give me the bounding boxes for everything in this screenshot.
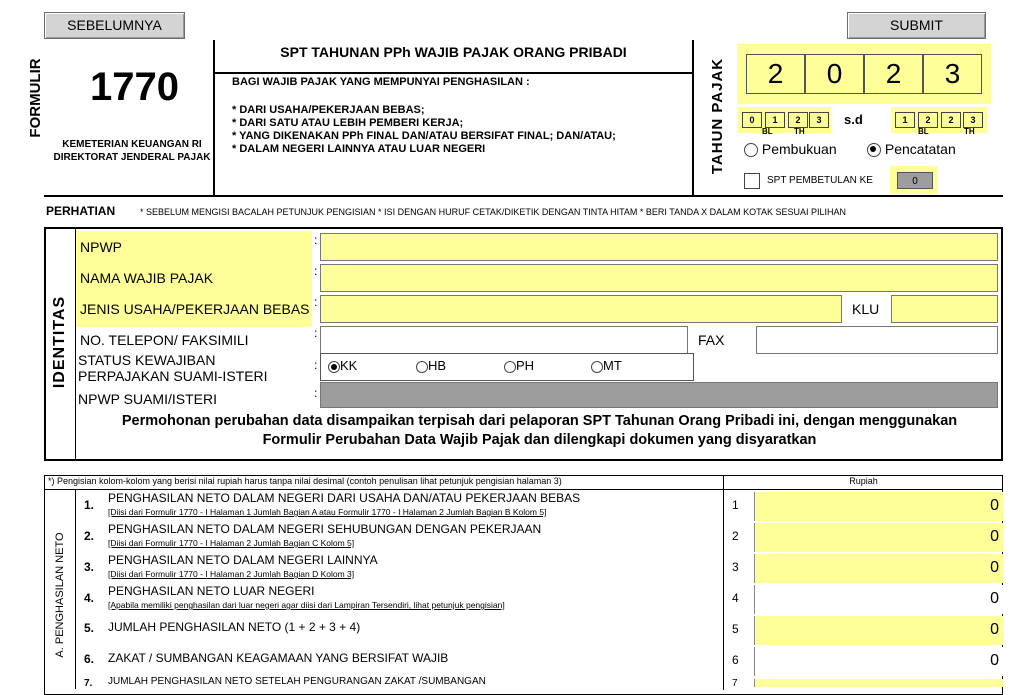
ministry-label: KEMETERIAN KEUANGAN RI DIREKTORAT JENDERAL PAJAK [53, 139, 211, 163]
amount-field[interactable]: 0 [754, 616, 1003, 645]
jenis-usaha-colon: : [314, 295, 318, 309]
penghasilan-row-1 [76, 490, 1003, 521]
bullet-item: * DARI USAHA/PEKERJAAN BEBAS; [232, 104, 425, 116]
row-title: PENGHASILAN NETO DALAM NEGERI DARI USAHA DAN/ATAU PEKERJAAN BEBAS [108, 491, 581, 505]
period-from-bl-2[interactable]: 1 [765, 112, 785, 128]
year-digit-3[interactable]: 2 [864, 54, 923, 94]
line-number: 5 [732, 622, 739, 636]
sd-label: s.d [844, 112, 863, 127]
amount-field[interactable]: 0 [754, 492, 1003, 521]
status-hb-option[interactable]: HB [416, 358, 446, 373]
nama-colon: : [314, 264, 318, 278]
row-title: ZAKAT / SUMBANGAN KEAGAMAAN YANG BERSIFAT WAJIB [108, 651, 449, 665]
period-to-th-1[interactable]: 2 [941, 112, 961, 128]
penghasilan-row-3 [76, 552, 1003, 583]
row-number: 1. [84, 498, 95, 512]
identitas-label: IDENTITAS [51, 295, 68, 389]
period-from-th-label: TH [794, 127, 805, 136]
period-to-th-2[interactable]: 3 [963, 112, 983, 128]
pembetulan-checkbox[interactable] [744, 173, 760, 189]
period-from-th-1[interactable]: 2 [788, 112, 808, 128]
row-number: 4. [84, 591, 95, 605]
notice-text: Permohonan perubahan data disampaikan terpisah dari pelaporan SPT Tahunan Orang Pribadi ini, dengan menggunakan Formulir Perubahan Data Wajib Pajak dan dilengkapi dokumen yang disyaratkan [121, 413, 958, 448]
npwp-colon: : [314, 233, 318, 247]
submit-button[interactable]: SUBMIT [847, 12, 986, 39]
row-title: PENGHASILAN NETO LUAR NEGERI [108, 584, 315, 598]
period-to-bl-2[interactable]: 2 [918, 112, 938, 128]
year-digit-4[interactable]: 3 [923, 54, 982, 94]
pembukuan-radio[interactable] [744, 143, 758, 157]
npwp-input[interactable] [320, 233, 998, 261]
mt-radio[interactable] [591, 361, 603, 373]
penghasilan-row-7 [76, 676, 1003, 687]
amount-field[interactable] [754, 679, 1003, 687]
form-title: SPT TAHUNAN PPh WAJIB PAJAK ORANG PRIBADI [280, 44, 627, 60]
bullet-item: * DALAM NEGERI LAINNYA ATAU LUAR NEGERI [232, 143, 486, 155]
ph-radio[interactable] [504, 361, 516, 373]
pembetulan-label: SPT PEMBETULAN KE [767, 175, 873, 186]
form-number: 1770 [90, 65, 179, 109]
hb-radio[interactable] [416, 361, 428, 373]
bullet-item: * YANG DIKENAKAN PPh FINAL DAN/ATAU BERSIFAT FINAL; DAN/ATAU; [232, 130, 616, 142]
formulir-label: FORMULIR [27, 58, 44, 138]
row-title: JUMLAH PENGHASILAN NETO SETELAH PENGURANGAN ZAKAT /SUMBANGAN [108, 676, 486, 687]
header-bottom-border [44, 195, 1003, 197]
prev-button[interactable]: SEBELUMNYA [44, 12, 185, 39]
amount-field[interactable]: 0 [754, 554, 1003, 583]
penghasilan-row-5 [76, 614, 1003, 645]
npwp-suami-input [320, 382, 998, 408]
period-to-bl-1[interactable]: 1 [895, 112, 915, 128]
penghasilan-row-2 [76, 521, 1003, 552]
status-kk-option[interactable]: KK [328, 358, 357, 373]
jenis-usaha-input[interactable] [320, 295, 842, 323]
perhatian-text: * SEBELUM MENGISI BACALAH PETUNJUK PENGISIAN * ISI DENGAN HURUF CETAK/DIKETIK DENGAN TINTA HITAM * BERI TANDA X DALAM KOTAK SESUAI PILIHAN [140, 207, 846, 217]
pengisian-note: *) Pengisian kolom-kolom yang berisi nilai rupiah harus tanpa nilai desimal (contoh penulisan lihat petunjuk pengisian halaman 3) [48, 476, 562, 486]
status-kewajiban-label: STATUS KEWAJIBAN PERPAJAKAN SUAMI-ISTERI [78, 352, 268, 384]
pencatatan-option[interactable]: Pencatatan [867, 141, 956, 157]
period-from-th-2[interactable]: 3 [809, 112, 829, 128]
line-number: 7 [732, 678, 738, 687]
amount-field[interactable]: 0 [754, 585, 1003, 614]
row-note: [Diisi dari Formulir 1770 - I Halaman 1 Jumlah Bagian A atau Formulir 1770 - I Halaman 2 Jumlah Bagian B Kolom 5] [108, 507, 547, 517]
nama-label: NAMA WAJIB PAJAK [80, 270, 214, 286]
telepon-input[interactable] [320, 326, 688, 354]
bullet-item: * DARI SATU ATAU LEBIH PEMBERI KERJA; [232, 117, 464, 129]
line-number: 2 [732, 529, 739, 543]
period-from-bl-label: BL [762, 127, 773, 136]
form-subtitle: BAGI WAJIB PAJAK YANG MEMPUNYAI PENGHASILAN : [232, 76, 530, 88]
kk-radio[interactable] [328, 361, 340, 373]
telepon-label: NO. TELEPON/ FAKSIMILI [80, 332, 249, 348]
period-to-th-label: TH [964, 127, 975, 136]
pembetulan-value[interactable]: 0 [897, 172, 933, 189]
pencatatan-radio[interactable] [867, 143, 881, 157]
amount-field[interactable]: 0 [754, 647, 1003, 676]
row-number: 3. [84, 560, 95, 574]
row-title: PENGHASILAN NETO DALAM NEGERI LAINNYA [108, 553, 378, 567]
rupiah-label: Rupiah [849, 476, 878, 486]
row-number: 5. [84, 621, 95, 635]
klu-input[interactable] [891, 295, 998, 323]
row-note: [Diisi dari Formulir 1770 - I Halaman 2 Jumlah Bagian D Kolom 3] [108, 569, 355, 579]
tahun-pajak-label: TAHUN PAJAK [709, 57, 726, 175]
fax-label: FAX [698, 332, 725, 348]
period-to-bl-label: BL [918, 127, 929, 136]
fax-input[interactable] [756, 326, 998, 354]
row-number: 7. [84, 678, 93, 687]
title-underline [214, 72, 693, 74]
row-title: PENGHASILAN NETO DALAM NEGERI SEHUBUNGAN DENGAN PEKERJAAN [108, 522, 542, 536]
status-ph-option[interactable]: PH [504, 358, 534, 373]
row-number: 2. [84, 529, 95, 543]
year-digit-1[interactable]: 2 [746, 54, 805, 94]
status-colon: : [314, 358, 318, 372]
npwp-suami-colon: : [314, 386, 318, 400]
klu-label: KLU [852, 301, 880, 317]
row-note: [Apabila memiliki penghasilan dari luar negeri agar diisi dari Lampiran Tersendiri, lihat petunjuk pengisian] [108, 600, 505, 610]
line-number: 4 [732, 591, 739, 605]
income-bullets [232, 104, 692, 156]
line-number: 6 [732, 653, 739, 667]
year-digit-2[interactable]: 0 [805, 54, 864, 94]
row-number: 6. [84, 652, 95, 666]
nama-input[interactable] [320, 264, 998, 292]
penghasilan-neto-label: A. PENGHASILAN NETO [54, 532, 66, 658]
line-number: 1 [732, 498, 739, 512]
amount-field[interactable]: 0 [754, 523, 1003, 552]
status-mt-option[interactable]: MT [591, 358, 622, 373]
npwp-label: NPWP [80, 239, 122, 255]
jenis-usaha-label: JENIS USAHA/PEKERJAAN BEBAS [80, 301, 310, 317]
pembukuan-option[interactable]: Pembukuan [744, 141, 837, 157]
telepon-colon: : [314, 326, 318, 340]
header-divider-right [692, 40, 694, 196]
header-divider-left [213, 40, 215, 196]
npwp-suami-label: NPWP SUAMI/ISTERI [78, 391, 217, 407]
period-from-bl-1[interactable]: 0 [742, 112, 762, 128]
line-number: 3 [732, 560, 739, 574]
penghasilan-row-6 [76, 645, 1003, 676]
perhatian-label: PERHATIAN [46, 204, 116, 218]
penghasilan-row-4 [76, 583, 1003, 614]
row-note: [Diisi dari Formulir 1770 - I Halaman 2 Jumlah Bagian C Kolom 5] [108, 538, 355, 548]
row-title: JUMLAH PENGHASILAN NETO (1 + 2 + 3 + 4) [108, 620, 361, 634]
